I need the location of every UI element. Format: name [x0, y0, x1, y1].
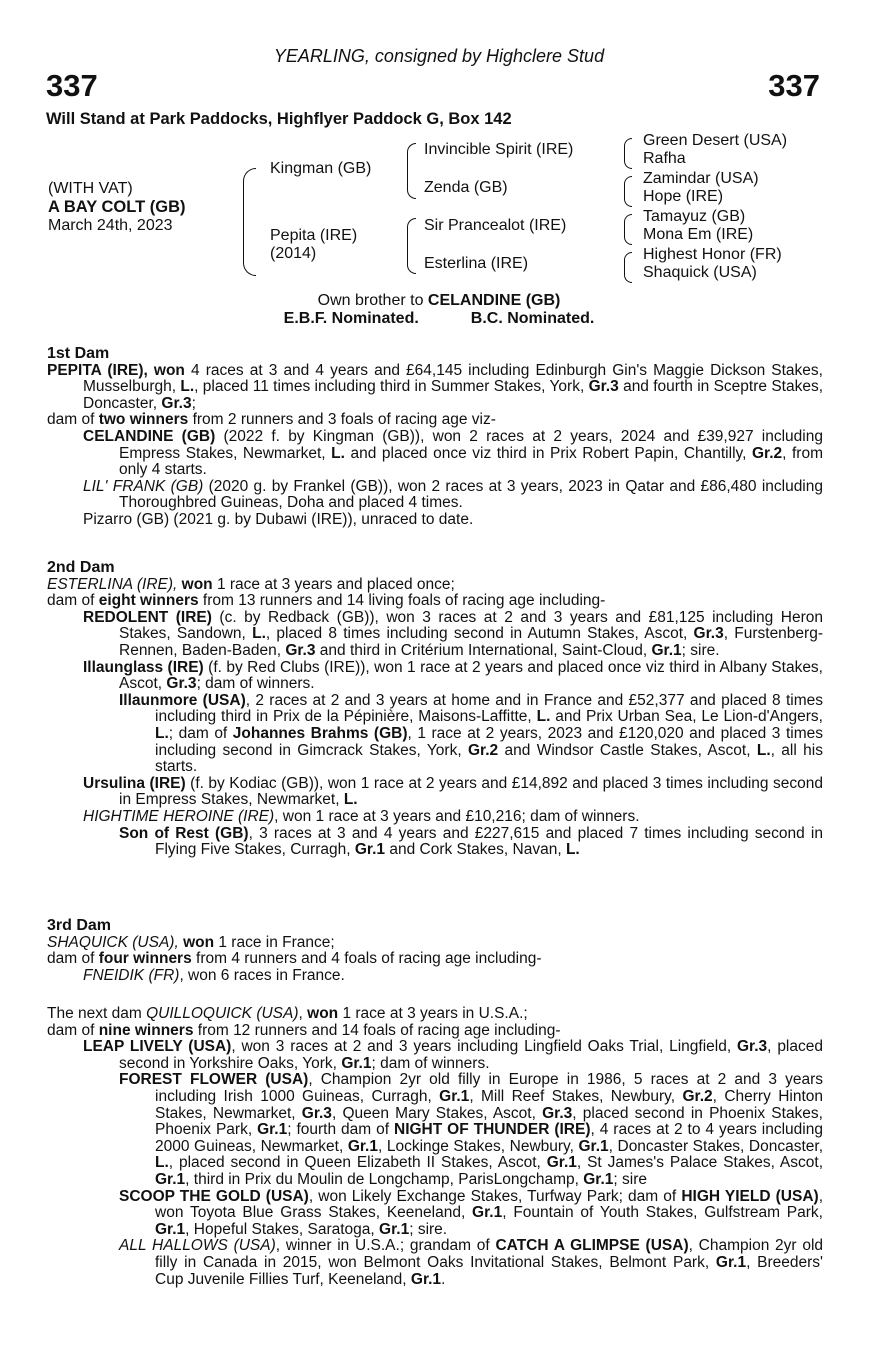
second-dam-heading: 2nd Dam	[47, 559, 115, 576]
text-run: Gr.2	[467, 741, 499, 759]
text-run: FNEIDIK (FR)	[83, 966, 180, 984]
text-run: and Cork Stakes, Navan,	[385, 841, 566, 859]
next-dam-section	[47, 1006, 823, 1288]
text-run: Ursulina (IRE)	[83, 774, 186, 792]
text-run: Gr.3	[285, 641, 316, 659]
first-dam-heading: 1st Dam	[47, 345, 110, 362]
text-run: , Furstenberg-Rennen, Baden-Baden,	[119, 625, 823, 659]
text-run: , third in Prix du Moulin de Longchamp, ParisLongchamp,	[185, 1170, 584, 1188]
next-dam-line-6	[47, 1238, 823, 1288]
text-run: , placed second in Queen Elizabeth II Stakes, Ascot,	[168, 1154, 547, 1172]
dam-year: (2014)	[270, 245, 317, 262]
text-run: CATCH A GLIMPSE (USA)	[495, 1237, 689, 1255]
text-run: , won 1 race at 3 years and £10,216; dam of winners.	[274, 807, 640, 825]
text-run: L.	[565, 841, 580, 859]
text-run: REDOLENT (IRE)	[83, 608, 212, 626]
text-run: Pizarro (GB) (2021 g. by Dubawi (IRE)), unraced to date.	[83, 510, 474, 528]
foaling-date: March 24th, 2023	[48, 217, 173, 234]
text-run: and placed once viz third in Prix Robert Papin, Chantilly,	[344, 444, 752, 462]
text-run: Gr.3	[166, 675, 197, 693]
ancestor-5: Tamayuz (GB)	[643, 208, 746, 225]
second-dam-line-5	[47, 693, 823, 776]
second-dam-line-4	[47, 660, 823, 693]
text-run: and Prix Urban Sea, Le Lion-d'Angers,	[550, 708, 823, 726]
sire-sire: Invincible Spirit (IRE)	[424, 141, 574, 158]
own-brother-prefix: Own brother to	[317, 292, 428, 309]
text-run: Gr.1	[715, 1253, 747, 1271]
horse-name: A BAY COLT (GB)	[48, 198, 186, 216]
text-run: , won 3 races at 2 and 3 years including Lingfield Oaks Trial, Lingfield,	[231, 1038, 737, 1056]
text-run: L.	[252, 625, 266, 643]
text-run: dam of	[47, 592, 99, 610]
text-run: ,	[298, 1005, 308, 1022]
text-run: .	[441, 1270, 446, 1288]
text-run: ; sire	[613, 1170, 647, 1188]
text-run: Gr.3	[301, 1104, 332, 1122]
text-run: Gr.3	[542, 1104, 573, 1122]
text-run: Gr.1	[354, 841, 386, 859]
text-run: Gr.1	[472, 1204, 503, 1222]
text-run: , Fountain of Youth Stakes, Gulfstream Park,	[502, 1204, 823, 1222]
text-run: SHAQUICK (USA),	[47, 933, 184, 951]
text-run: , Champion 2yr old filly in Canada in 2015, won Belmont Oaks Invitational Stakes, Belmont Park,	[155, 1237, 824, 1271]
nominations	[0, 310, 878, 328]
text-run: and Windsor Castle Stakes, Ascot,	[498, 741, 757, 759]
text-run: , 3 races at 3 and 4 years and £227,615 and placed 7 times including second in Flying Five Stakes, Curragh,	[155, 824, 823, 859]
text-run: Gr.1	[546, 1154, 577, 1172]
dam-dam: Esterlina (IRE)	[424, 255, 529, 272]
brace-sire-line	[407, 143, 416, 199]
text-run: , 2 races at 2 and 3 years at home and in France and £52,377 and placed 8 times including third in Prix de la Pépinière, Maisons-Laffitte,	[155, 691, 824, 726]
own-brother-name: CELANDINE (GB)	[427, 292, 561, 309]
stand-location: Will Stand at Park Paddocks, Highflyer Paddock G, Box 142	[46, 110, 512, 128]
brace-dam-line	[407, 218, 416, 274]
text-run: Gr.1	[347, 1137, 378, 1155]
first-dam-line-3	[47, 429, 823, 479]
text-run: , placed 11 times including third in Summer Stakes, York,	[194, 378, 589, 396]
dam-name: Pepita (IRE)	[270, 227, 358, 244]
sire-name: Kingman (GB)	[270, 160, 372, 177]
text-run: four winners	[98, 950, 192, 968]
text-run: L.	[343, 791, 358, 809]
brace-g2	[624, 176, 632, 207]
text-run: eight winners	[98, 592, 199, 610]
sire-dam: Zenda (GB)	[424, 179, 508, 196]
text-run: CELANDINE (GB)	[83, 427, 216, 445]
first-dam-section	[47, 346, 823, 529]
text-run: Gr.3	[588, 378, 619, 396]
text-run: , won 6 races in France.	[179, 966, 345, 984]
brace-g4	[624, 252, 632, 283]
own-brother-note	[0, 292, 878, 310]
third-dam-heading: 3rd Dam	[47, 917, 112, 934]
text-run: , Queen Mary Stakes, Ascot,	[331, 1104, 543, 1122]
text-run: Gr.2	[682, 1087, 713, 1105]
lot-number-right: 337	[768, 68, 820, 103]
ebf-nomination: E.B.F. Nominated.	[283, 310, 419, 327]
text-run: , Mill Reef Stakes, Newbury,	[469, 1087, 683, 1105]
text-run: 1 race in France;	[214, 933, 335, 951]
text-run: dam of	[47, 950, 99, 968]
ancestor-6: Mona Em (IRE)	[643, 226, 754, 243]
text-run: (c. by Redback (GB)), won 3 races at 2 and 3 years and £81,125 including Heron Stakes, Sandown,	[119, 608, 824, 643]
text-run: L.	[536, 708, 551, 726]
text-run: dam of	[47, 1021, 99, 1039]
text-run: , winner in U.S.A.; grandam of	[275, 1237, 496, 1255]
text-run: NIGHT OF THUNDER (IRE)	[394, 1121, 591, 1139]
text-run: two winners	[98, 411, 189, 429]
text-run: and third in Critérium International, Saint-Cloud,	[315, 641, 652, 659]
text-run: , Cherry Hinton Stakes, Newmarket,	[155, 1087, 823, 1122]
text-run: L.	[155, 1154, 169, 1172]
text-run: , 1 race at 2 years, 2023 and £120,020 and placed 3 times including second in Gimcrack Stakes, York,	[155, 724, 823, 759]
text-run: PEPITA (IRE), won	[47, 361, 185, 379]
text-run: , St James's Palace Stakes, Ascot,	[576, 1154, 823, 1172]
ancestor-7: Highest Honor (FR)	[643, 246, 782, 263]
first-dam-line-5	[47, 512, 823, 529]
text-run: , from only 4 starts.	[119, 444, 823, 479]
second-dam-line-3	[47, 610, 823, 660]
text-run: ; sire.	[681, 641, 720, 659]
text-run: ; dam of winners.	[196, 675, 315, 693]
next-dam-line-5	[47, 1189, 823, 1239]
next-dam-line-4	[47, 1072, 823, 1188]
text-run: and fourth in Sceptre Stakes, Doncaster,	[83, 378, 824, 412]
text-run: Illaunmore (USA)	[119, 691, 246, 709]
third-dam-line-3	[47, 968, 823, 985]
text-run: Gr.1	[155, 1170, 186, 1188]
text-run: Gr.1	[583, 1170, 614, 1188]
text-run: ;	[191, 394, 196, 412]
text-run: nine winners	[98, 1021, 194, 1039]
text-run: Son of Rest (GB)	[119, 824, 249, 842]
text-run: ESTERLINA (IRE),	[47, 575, 182, 593]
text-run: , placed second in Yorkshire Oaks, York,	[119, 1038, 823, 1072]
text-run: Gr.3	[693, 625, 724, 643]
text-run: , all his starts.	[155, 741, 823, 776]
text-run: (2022 f. by Kingman (GB)), won 2 races at 2 years, 2024 and £39,927 including Empress Stakes, Newmarket,	[119, 427, 823, 462]
brace-g1	[624, 138, 632, 169]
first-dam-line-2	[47, 412, 823, 429]
text-run: ; fourth dam of	[287, 1121, 394, 1139]
ancestor-1: Green Desert (USA)	[643, 132, 788, 149]
text-run: Gr.1	[341, 1054, 372, 1072]
text-run: 1 race at 3 years in U.S.A.;	[338, 1005, 528, 1022]
next-dam-line-2	[47, 1023, 823, 1040]
text-run: , Breeders' Cup Juvenile Fillies Turf, Keeneland,	[155, 1253, 823, 1288]
text-run: LIL' FRANK (GB)	[83, 477, 204, 495]
text-run: L.	[155, 724, 169, 742]
third-dam-line-1	[47, 935, 823, 952]
text-run: , 4 races at 2 to 4 years including 2000 Guineas, Newmarket,	[155, 1121, 823, 1155]
text-run: Gr.1	[578, 1137, 609, 1155]
text-run: , won Toyota Blue Grass Stakes, Keeneland,	[155, 1187, 823, 1222]
text-run: L.	[331, 444, 345, 462]
text-run: Gr.1	[379, 1220, 410, 1238]
text-run: The next dam	[47, 1005, 147, 1022]
third-dam-line-2	[47, 951, 823, 968]
text-run: Gr.1	[155, 1220, 186, 1238]
text-run: won	[181, 575, 213, 593]
second-dam-line-1	[47, 577, 823, 594]
text-run: LEAP LIVELY (USA)	[83, 1038, 232, 1056]
text-run: L.	[756, 741, 771, 759]
text-run: (2020 g. by Frankel (GB)), won 2 races at 3 years, 2023 in Qatar and £86,480 including Thoroughbred Guineas, Doha and placed 4 times.	[119, 477, 823, 512]
text-run: Gr.3	[161, 394, 192, 412]
ancestor-3: Zamindar (USA)	[643, 170, 759, 187]
text-run: HIGH YIELD (USA)	[681, 1187, 819, 1205]
text-run: , Lockinge Stakes, Newbury,	[377, 1137, 579, 1155]
text-run: Johannes Brahms (GB)	[232, 724, 408, 742]
second-dam-line-7	[47, 809, 823, 826]
text-run: L.	[180, 378, 195, 396]
text-run: (f. by Red Clubs (IRE)), won 1 race at 2 years and placed once viz third in Albany Stakes, Ascot,	[119, 658, 823, 693]
text-run: dam of	[47, 411, 99, 429]
text-run: , Hopeful Stakes, Saratoga,	[185, 1220, 380, 1238]
brace-g3	[624, 214, 632, 245]
text-run: Gr.1	[257, 1121, 288, 1139]
text-run: , placed 8 times including second in Autumn Stakes, Ascot,	[265, 625, 694, 643]
text-run: 1 race at 3 years and placed once;	[212, 575, 455, 593]
next-dam-line-3	[47, 1039, 823, 1072]
bc-nomination: B.C. Nominated.	[470, 310, 595, 327]
text-run: 4 races at 3 and 4 years and £64,145 including Edinburgh Gin's Maggie Dickson Stakes, Musselburgh,	[83, 361, 823, 396]
text-run: ; dam of	[168, 724, 233, 742]
text-run: Gr.1	[410, 1270, 442, 1288]
second-dam-line-6	[47, 776, 823, 809]
text-run: , placed second in Phoenix Stakes, Phoenix Park,	[155, 1104, 823, 1139]
text-run: Gr.3	[737, 1038, 768, 1056]
text-run: SCOOP THE GOLD (USA)	[119, 1187, 309, 1205]
vat-note: (WITH VAT)	[48, 180, 133, 197]
ancestor-4: Hope (IRE)	[643, 188, 724, 205]
text-run: from 4 runners and 4 foals of racing age including-	[191, 950, 542, 968]
text-run: Gr.2	[751, 444, 783, 462]
first-dam-line-4	[47, 479, 823, 512]
text-run: Illaunglass (IRE)	[83, 658, 204, 676]
first-dam-line-1	[47, 363, 823, 413]
ancestor-8: Shaquick (USA)	[643, 264, 757, 281]
pedigree-chart	[0, 0, 878, 320]
ancestor-2: Rafha	[643, 150, 686, 167]
text-run: QUILLOQUICK (USA)	[146, 1005, 299, 1022]
text-run: from 2 runners and 3 foals of racing age viz-	[188, 411, 496, 429]
next-dam-line-1	[47, 1006, 823, 1023]
text-run: ; dam of winners.	[371, 1054, 490, 1072]
text-run: FOREST FLOWER (USA)	[119, 1071, 309, 1089]
consignment-line: YEARLING, consigned by Highclere Stud	[273, 46, 605, 66]
text-run: , Champion 2yr old filly in Europe in 1986, 5 races at 2 and 3 years including Irish 1000 Guineas, Curragh,	[155, 1071, 823, 1105]
second-dam-section	[47, 560, 823, 859]
text-run: , won Likely Exchange Stakes, Turfway Park; dam of	[308, 1187, 682, 1205]
lot-number-left: 337	[46, 68, 98, 103]
text-run: , Doncaster Stakes, Doncaster,	[608, 1137, 823, 1155]
text-run: HIGHTIME HEROINE (IRE)	[83, 807, 275, 825]
text-run: Gr.1	[651, 641, 682, 659]
text-run: (f. by Kodiac (GB)), won 1 race at 2 years and £14,892 and placed 3 times including second in Empress Stakes, Newmarket,	[119, 774, 824, 809]
text-run: ; sire.	[409, 1220, 448, 1238]
text-run: won	[183, 933, 215, 951]
second-dam-line-2	[47, 593, 823, 610]
text-run: from 12 runners and 14 foals of racing age including-	[193, 1021, 561, 1039]
text-run: won	[307, 1005, 339, 1022]
text-run: Gr.1	[439, 1087, 470, 1105]
brace-parents	[243, 168, 256, 276]
third-dam-section	[47, 918, 823, 984]
dam-sire: Sir Prancealot (IRE)	[424, 217, 567, 234]
text-run: from 13 runners and 14 living foals of racing age including-	[198, 592, 606, 610]
second-dam-line-8	[47, 826, 823, 859]
text-run: ALL HALLOWS (USA)	[119, 1237, 276, 1255]
